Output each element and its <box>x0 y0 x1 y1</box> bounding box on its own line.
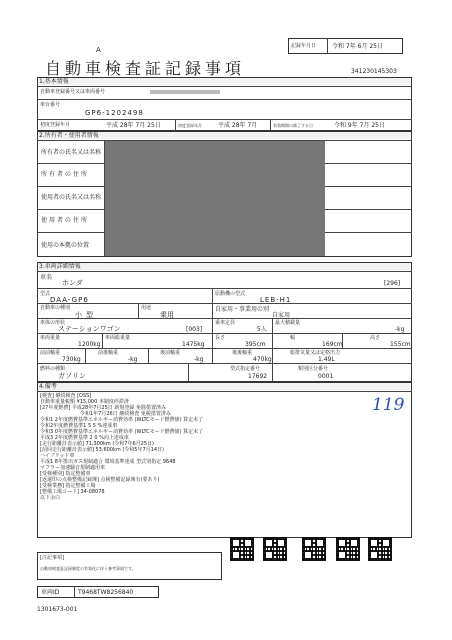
displacement-label: 総排気量又は定格出力 <box>290 350 341 356</box>
qr-code-icon <box>368 537 392 561</box>
front-rear-axle-label: 前後軸重 <box>98 350 119 356</box>
height-label: 高さ <box>370 335 381 341</box>
owner-info-redaction <box>105 141 325 256</box>
remark-line: [走行距離計表示値] 71,300km (令和7年6月25日) <box>40 441 154 447</box>
section2-heading: 2.所有者・使用者情報 <box>39 132 410 139</box>
remark-line: 令和2年度燃費基準1 5 5 %達成車 <box>40 423 118 429</box>
weight-value: 1200kg <box>78 341 101 348</box>
expiry-value: 令和 9年 7月 25日 <box>334 122 385 129</box>
weight-label: 車両重量 <box>40 335 61 341</box>
gross-label: 車両総重量 <box>105 335 131 341</box>
front-rear-axle-value: -kg <box>128 356 138 363</box>
front-front-axle-label: 前前軸重 <box>40 350 61 356</box>
document-title: 自動車検査証記録事項 <box>45 59 246 78</box>
capacity-value: 5人 <box>257 326 267 333</box>
remark-line: [返還印の点検整備記録簿] 点検整備記録簿有(要あり) <box>40 477 160 483</box>
section1-heading: 1.基本情報 <box>39 78 410 85</box>
reg-number-redaction <box>150 90 220 94</box>
model-value: DAA-GP6 <box>50 296 89 304</box>
rear-rear-axle-value: 470kg <box>253 356 272 363</box>
body-value: ステーションワゴン <box>58 325 121 333</box>
rear-rear-axle-label: 後後軸重 <box>232 350 253 356</box>
record-date-label: 記録年月日 <box>291 43 317 49</box>
form-number: 1301673-001 <box>37 606 78 613</box>
handwritten-number: 119 <box>372 395 405 415</box>
purpose-value: 自家用 <box>272 312 291 319</box>
displacement-value: 1.49L <box>318 356 335 363</box>
remark-line: 平成3 2年度燃費基準 2 0 %向上達成車 <box>40 435 129 441</box>
model-cert-label: 型式指定番号 <box>230 366 261 372</box>
base-location-label: 使用の本拠の位置 <box>41 242 90 249</box>
rear-front-axle-value: -kg <box>194 356 204 363</box>
remark-line: [27年度燃費] 平成28年7月25日 新規登録 免除措置済み <box>40 405 166 411</box>
model-label: 型式 <box>40 291 51 297</box>
vehicle-id-label: 車両ID <box>41 589 60 596</box>
capacity-label: 乗車定員 <box>215 320 236 326</box>
length-label: 長さ <box>215 335 226 341</box>
engine-value: LEB-H1 <box>260 296 292 304</box>
maker-value: ホンダ <box>62 279 83 287</box>
remark-line: マフラー加速騒音規制適用車 <box>40 465 106 471</box>
qr-code-icon <box>302 537 326 561</box>
engine-label: 原動機の型式 <box>215 291 246 297</box>
width-value: 169cm <box>322 341 343 348</box>
front-front-axle-value: 730kg <box>62 356 81 363</box>
use-label: 用途 <box>141 305 152 311</box>
reg-number-label: 自動車登録番号又は車両番号 <box>40 89 106 95</box>
kind-value: 小型 <box>75 311 97 319</box>
document-number: 341230145303 <box>351 68 397 75</box>
remark-line: [受検業務] 指定整備工場 <box>40 483 96 489</box>
remark-line: 以下余白 <box>40 495 61 501</box>
section4-heading: 4.備考 <box>39 383 410 390</box>
length-value: 395cm <box>245 341 266 348</box>
fuel-value: ガソリン <box>58 372 86 380</box>
section3-heading: 3.車両詳細情報 <box>39 263 410 270</box>
remark-line: [前回走行距離計表示値] 53,600km (令和5年7月14日) <box>40 447 164 453</box>
height-value: 155cm <box>390 341 411 348</box>
kind-label: 自動車の種別 <box>40 305 71 311</box>
chassis-label: 車台番号 <box>40 102 61 108</box>
chassis-value: GP6-1202498 <box>85 109 144 117</box>
purpose-label: 自家用・事業用の別 <box>215 306 270 313</box>
header-mark: A <box>96 46 101 54</box>
first-reg-month-label: 初度登録年月 <box>178 123 202 128</box>
qr-code-icon <box>263 537 287 561</box>
gross-value: 1475kg <box>182 341 205 348</box>
remark-line: 令和1 2年度燃費基準エネルギー消費効率 (WLTCモード燃費値) 算定未了 <box>40 417 204 423</box>
body-code: [003] <box>186 326 203 333</box>
body-label: 車体の形状 <box>40 320 66 326</box>
use-value: 乗用 <box>160 311 174 319</box>
model-cert-value: 17692 <box>248 373 268 380</box>
vehicle-id-value: T9468TW8256840 <box>78 589 134 596</box>
remarks-list <box>40 393 360 501</box>
first-reg-month-value: 平成 28年 7月 <box>218 122 258 129</box>
notes-heading: [注記事項] <box>40 555 64 561</box>
user-address-label: 使用者の住所 <box>41 217 90 224</box>
remark-line: [検査] 継続検査 [OSS] <box>40 393 92 399</box>
category-value: 0001 <box>318 373 334 380</box>
notes-text: 自動車検査証記録制度の有効化に伴う参考事項です。 <box>40 566 136 571</box>
rear-front-axle-label: 後前軸重 <box>160 350 181 356</box>
qr-code-icon <box>336 537 360 561</box>
category-label: 類別区分番号 <box>298 366 329 372</box>
fuel-label: 燃料の種類 <box>40 366 66 372</box>
first-reg-value: 平成 28年 7月 25日 <box>106 122 161 129</box>
expiry-label: 有効期間の満了する日 <box>273 123 313 128</box>
remark-line: [受検種別] 指定整備車 <box>40 471 91 477</box>
maker-code: [296] <box>384 280 401 287</box>
remark-line: ハイブリッド車 <box>40 453 75 459</box>
width-label: 幅 <box>290 335 296 341</box>
record-date-value: 令和 7年 6月 25日 <box>332 43 383 50</box>
user-name-label: 使用者の氏名又は名称 <box>41 194 102 201</box>
first-reg-label: 初度登録年月 <box>40 122 71 128</box>
qr-code-icon <box>230 537 254 561</box>
remark-line: 令和1年7月26日 継続検査 免税措置済み <box>80 411 171 417</box>
maxload-value: -kg <box>395 326 405 333</box>
remark-line: 平成1 8年排出ガス規制適合 環境基準達成 型式別指定 9648 <box>40 459 176 465</box>
remark-line: [整備工場コード] 34-08078 <box>40 489 105 495</box>
maxload-label: 最大積載量 <box>275 320 301 326</box>
maker-label: 車名 <box>40 274 53 281</box>
remark-line: 自動車重量税額 ¥15,000 本制度停滞済 <box>40 399 129 405</box>
owner-address-label: 所有者の住所 <box>41 171 90 178</box>
remark-line: 令和3 0年度燃費基準エネルギー消費効率 (WLTCモード燃費値) 算定未了 <box>40 429 204 435</box>
owner-name-label: 所有者の氏名又は名称 <box>41 149 102 156</box>
